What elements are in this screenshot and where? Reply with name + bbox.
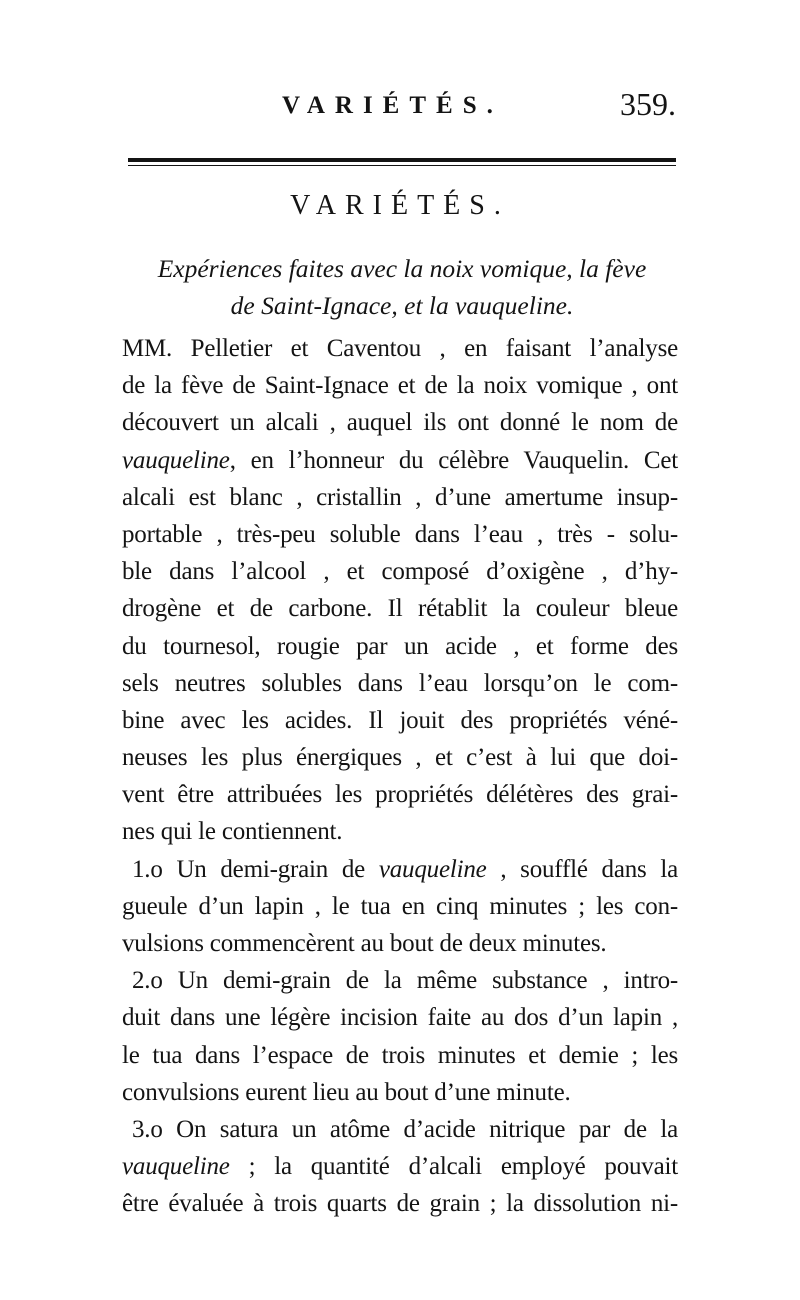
- text-segment: 3.o On satura un atôme d’acide nitrique par de la: [132, 1115, 678, 1143]
- text-line: [122, 702, 678, 739]
- text-segment: du tournesol, rougie par un acide , et forme des: [122, 632, 678, 660]
- text-segment: ; la quantité d’alcali employé pouvait: [229, 1153, 678, 1181]
- text-line: [122, 330, 678, 367]
- text-line: [122, 442, 678, 479]
- text-segment: duit dans une légère incision faite au dos d’un lapin ,: [122, 1004, 678, 1032]
- text-line: [122, 1074, 678, 1111]
- text-segment: découvert un alcali , auquel ils ont donné le nom de: [122, 409, 678, 437]
- page-number: 359.: [620, 86, 676, 122]
- text-line: [122, 999, 678, 1036]
- text-line: [122, 962, 678, 999]
- text-line: [122, 516, 678, 553]
- text-segment: sels neutres solubles dans l’eau lorsqu’on le com-: [122, 669, 678, 697]
- text-line: [122, 404, 678, 441]
- text-segment: ble dans l’alcool , et composé d’oxigène , d’hy-: [122, 558, 678, 586]
- italic-term: vauqueline: [122, 1153, 230, 1181]
- text-segment: bine avec les acides. Il jouit des propriétés véné-: [122, 706, 678, 734]
- text-line: [122, 925, 678, 962]
- text-segment: portable , très-peu soluble dans l’eau , très - solu-: [122, 520, 678, 548]
- header-rule-thick: [128, 158, 676, 162]
- text-segment: gueule d’un lapin , le tua en cinq minutes ; les con-: [122, 892, 678, 920]
- text-segment: être évaluée à trois quarts de grain ; la dissolution ni-: [122, 1190, 678, 1218]
- text-line: [122, 1185, 678, 1222]
- text-line: [122, 553, 678, 590]
- text-segment: 1.o Un demi-grain de: [132, 855, 379, 883]
- text-segment: vent être attribuées les propriétés délétères des grai-: [122, 781, 678, 809]
- article-body: [122, 330, 678, 1223]
- text-line: [122, 1148, 678, 1185]
- text-segment: , soufflé dans la: [486, 855, 678, 883]
- text-line: [122, 1111, 678, 1148]
- running-header: [0, 80, 800, 130]
- text-line: [122, 479, 678, 516]
- text-line: [122, 590, 678, 627]
- text-segment: nes qui le contiennent.: [122, 818, 343, 846]
- section-title: VARIÉTÉS.: [290, 190, 510, 221]
- text-segment: convulsions eurent lieu au bout d’une minute.: [122, 1078, 571, 1106]
- running-title: VARIÉTÉS.: [282, 92, 503, 119]
- text-line: [122, 739, 678, 776]
- text-line: [122, 1037, 678, 1074]
- text-segment: vulsions commencèrent au bout de deux minutes.: [122, 930, 607, 957]
- text-line: [122, 665, 678, 702]
- text-line: [122, 813, 678, 850]
- text-segment: neuses les plus énergiques , et c’est à lui que doi-: [122, 744, 678, 772]
- text-segment: de la fève de Saint-Ignace et de la noix vomique , ont: [122, 372, 678, 400]
- text-segment: alcali est blanc , cristallin , d’une amertume insup-: [122, 483, 678, 511]
- article-title-line: Expériences faites avec la noix vomique, la fève: [157, 254, 647, 283]
- text-line: [122, 851, 678, 888]
- text-segment: drogène et de carbone. Il rétablit la couleur bleue: [122, 595, 678, 623]
- text-segment: MM. Pelletier et Caventou , en faisant l’analyse: [122, 335, 678, 362]
- text-line: [122, 367, 678, 404]
- italic-term: vauqueline: [122, 446, 230, 474]
- article-title-line: de Saint-Ignace, et la vauqueline.: [230, 291, 574, 320]
- text-segment: , en l’honneur du célèbre Vauquelin. Cet: [229, 446, 678, 474]
- text-segment: le tua dans l’espace de trois minutes et demie ; les: [122, 1041, 678, 1069]
- italic-term: vauqueline: [378, 855, 487, 883]
- text-line: [122, 628, 678, 665]
- text-segment: 2.o Un demi-grain de la même substance , intro-: [132, 967, 678, 995]
- header-rule-thin: [128, 165, 676, 166]
- text-line: [122, 888, 678, 925]
- article-title: [128, 250, 676, 324]
- text-line: [122, 776, 678, 813]
